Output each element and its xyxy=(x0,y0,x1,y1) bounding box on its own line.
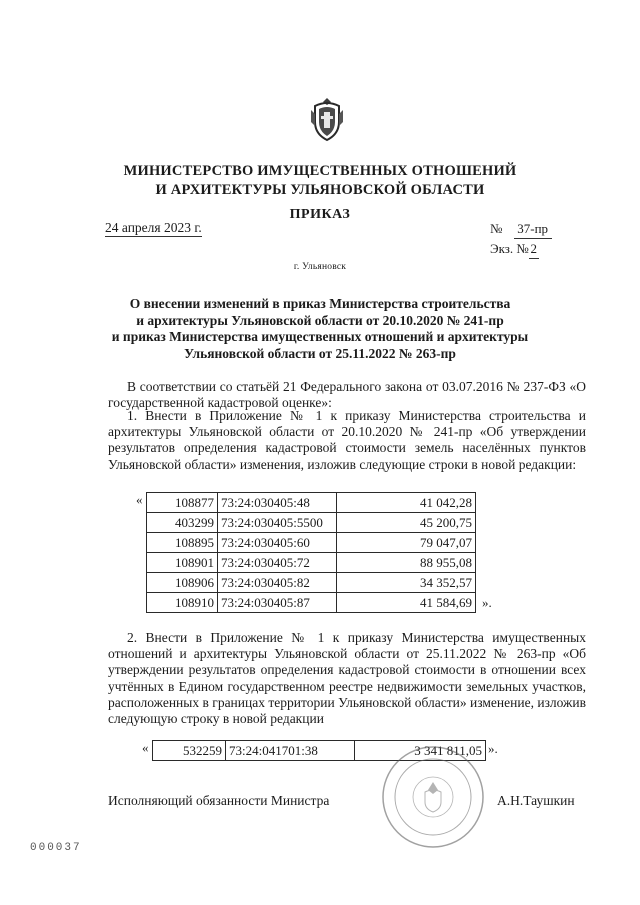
row-cadastral: 73:24:030405:87 xyxy=(218,593,337,613)
row-cadastral: 73:24:030405:60 xyxy=(218,533,337,553)
order-date: 24 апреля 2023 г. xyxy=(105,220,202,235)
copy-label: Экз. № xyxy=(490,241,529,256)
ministry-line-1: МИНИСТЕРСТВО ИМУЩЕСТВЕННЫХ ОТНОШЕНИЙ xyxy=(123,163,517,179)
table-2-open-quote: « xyxy=(142,740,149,755)
official-seal-stamp xyxy=(378,742,488,852)
signatory-position: Исполняющий обязанности Министра xyxy=(108,793,330,808)
subject-line: и приказ Министерства имущественных отношений и архитектуры xyxy=(111,329,529,344)
row-cadastral: 73:24:030405:82 xyxy=(218,573,337,593)
number-label: № xyxy=(490,221,503,236)
row-id: 108877 xyxy=(147,493,218,513)
ministry-line-2: И АРХИТЕКТУРЫ УЛЬЯНОВСКОЙ ОБЛАСТИ xyxy=(155,182,485,198)
table-row xyxy=(147,533,476,553)
copy-number: 2 xyxy=(529,239,539,259)
intro-paragraph xyxy=(108,379,586,411)
row-value: 3 341 811,05 xyxy=(355,741,486,761)
row-value: 88 955,08 xyxy=(337,553,476,573)
order-subject xyxy=(0,296,640,362)
table-row xyxy=(147,553,476,573)
ministry-header xyxy=(0,162,640,200)
signatory-name: А.Н.Таушкин xyxy=(497,793,575,808)
subject-line: и архитектуры Ульяновской области от 20.10.2020 № 241-пр xyxy=(136,312,504,328)
table-1-open-quote: « xyxy=(136,492,143,507)
row-value: 34 352,57 xyxy=(337,573,476,593)
row-id: 108901 xyxy=(147,553,218,573)
row-id: 532259 xyxy=(153,741,226,761)
table-row xyxy=(147,493,476,513)
row-cadastral: 73:24:030405:5500 xyxy=(218,513,337,533)
row-cadastral: 73:24:030405:48 xyxy=(218,493,337,513)
order-number: 37-пр xyxy=(514,219,552,239)
row-id: 108895 xyxy=(147,533,218,553)
subject-line: О внесении изменений в приказ Министерства строительства xyxy=(129,296,511,311)
paragraph-1 xyxy=(108,408,586,473)
paragraph-1-text: 1. Внести в Приложение № 1 к приказу Министерства строительства и архитектуры Ульяновской области от 20.10.2020 № 241-пр «Об утверждении результатов определения кадастровой стоимости земель населённых пунктов Ульяновской области» изменения, изложив следующие строки в новой редакции: xyxy=(108,408,586,472)
footer-code: 000037 xyxy=(30,842,82,854)
subject-line: Ульяновской области от 25.11.2022 № 263-пр xyxy=(184,345,456,361)
table-1-close-quote: ». xyxy=(482,595,492,610)
city: г. Ульяновск xyxy=(293,262,347,272)
row-value: 45 200,75 xyxy=(337,513,476,533)
table-1-wrapper xyxy=(136,492,492,613)
document-type: ПРИКАЗ xyxy=(289,207,351,222)
coat-of-arms-emblem xyxy=(309,96,345,142)
row-id: 108906 xyxy=(147,573,218,593)
row-id: 108910 xyxy=(147,593,218,613)
row-id: 403299 xyxy=(147,513,218,533)
table-row xyxy=(147,593,476,613)
row-value: 41 584,69 xyxy=(337,593,476,613)
order-number-block xyxy=(490,219,552,259)
paragraph-2-text: 2. Внести в Приложение № 1 к приказу Министерства имущественных отношений и архитектуры Ульяновской области от 25.11.2022 № 263-пр «Об утверждении результатов определения кадастровой стоимости в отношении всех учтённых в Едином государственном реестре недвижимости земельных участков, расположенных в границах территории Ульяновской области» изменение, изложив следующую строку в новой редакции xyxy=(108,630,586,727)
row-value: 41 042,28 xyxy=(337,493,476,513)
table-row xyxy=(147,573,476,593)
row-value: 79 047,07 xyxy=(337,533,476,553)
row-cadastral: 73:24:041701:38 xyxy=(226,741,355,761)
table-2-close-quote: ». xyxy=(488,741,498,756)
row-cadastral: 73:24:030405:72 xyxy=(218,553,337,573)
table-1 xyxy=(146,492,476,613)
paragraph-2 xyxy=(108,630,586,727)
intro-text: В соответствии со статьёй 21 Федерального закона от 03.07.2016 № 237-ФЗ «О государственной кадастровой оценке»: xyxy=(108,379,586,411)
table-row xyxy=(147,513,476,533)
